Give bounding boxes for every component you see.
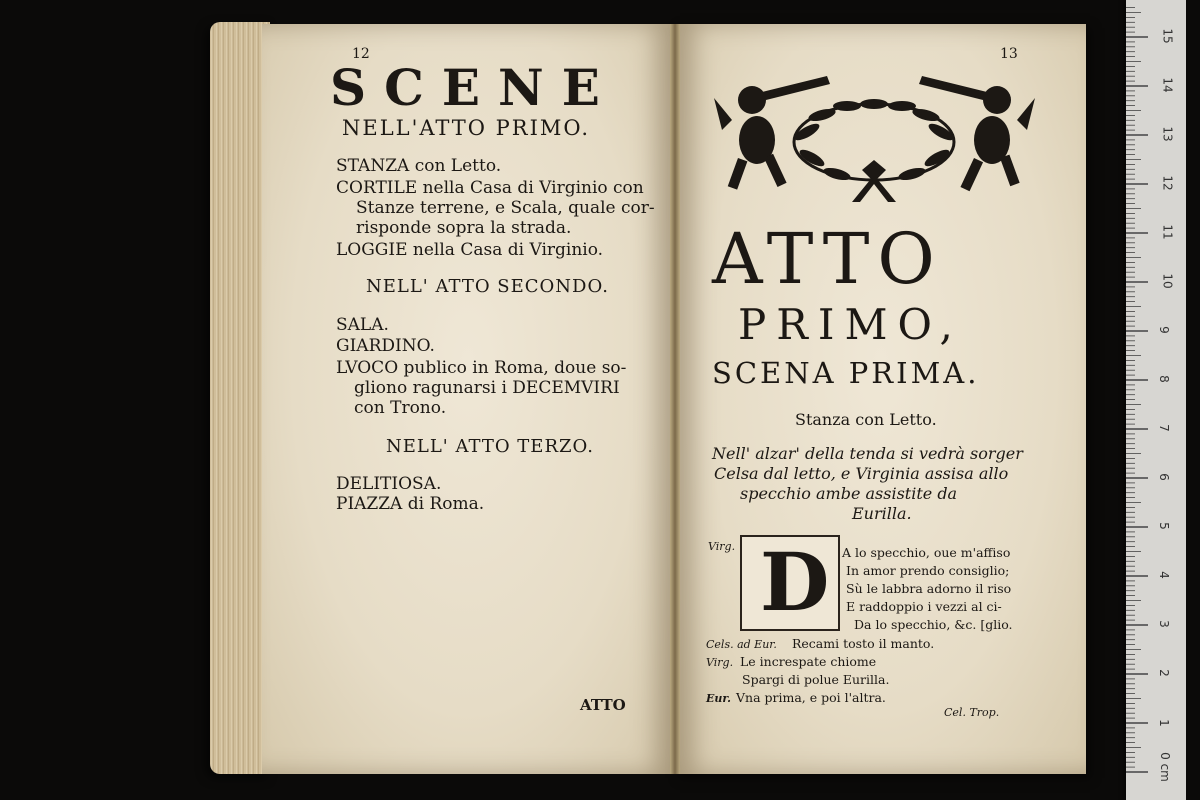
act2-heading: NELL' ATTO SECONDO. bbox=[366, 276, 609, 297]
speaker-label: Virg. bbox=[706, 656, 734, 669]
act3-entry: PIAZZA di Roma. bbox=[336, 494, 485, 514]
ruler-mark: 9 bbox=[1156, 326, 1171, 334]
ruler-mark: 4 bbox=[1156, 571, 1171, 579]
verse-line: Spargi di polue Eurilla. bbox=[742, 672, 890, 687]
act2-entry: GIARDINO. bbox=[336, 336, 435, 356]
measurement-ruler bbox=[1126, 0, 1186, 800]
act1-entry: Stanze terrene, e Scala, quale cor- bbox=[356, 198, 655, 218]
ruler-mark: 12 bbox=[1160, 175, 1175, 191]
ruler-unit-label: 0 cm bbox=[1157, 752, 1172, 782]
initial-letter: D bbox=[760, 535, 830, 629]
stage-direction-line: Nell' alzar' della tenda si vedrà sorger bbox=[712, 444, 1023, 463]
stage-direction-line: specchio ambe assistite da bbox=[740, 484, 958, 503]
act1-entry: STANZA con Letto. bbox=[336, 156, 502, 176]
ruler-ticks bbox=[1126, 0, 1186, 800]
act-heading: ATTO bbox=[712, 218, 943, 300]
left-catchword: ATTO bbox=[580, 696, 626, 714]
right-catchword: Cel. Trop. bbox=[944, 706, 1000, 719]
ruler-mark: 1 bbox=[1156, 719, 1171, 727]
verse-line: Recami tosto il manto. bbox=[792, 636, 935, 651]
act3-entry: DELITIOSA. bbox=[336, 474, 442, 494]
act2-entry: SALA. bbox=[336, 315, 389, 335]
verse-line: In amor prendo consiglio; bbox=[846, 563, 1010, 578]
act1-entry: LOGGIE nella Casa di Virginio. bbox=[336, 240, 604, 260]
act2-entry: gliono ragunarsi i DECEMVIRI bbox=[354, 378, 620, 398]
verse-line: Sù le labbra adorno il riso bbox=[846, 581, 1012, 596]
speaker-label: Cels. ad Eur. bbox=[706, 638, 777, 651]
ruler-mark: 15 bbox=[1160, 28, 1175, 44]
ruler-mark: 14 bbox=[1160, 77, 1175, 93]
act1-entry: risponde sopra la strada. bbox=[356, 218, 572, 238]
ruler-mark: 3 bbox=[1156, 620, 1171, 628]
verse-line: Vna prima, e poi l'altra. bbox=[736, 690, 886, 705]
ruler-mark: 5 bbox=[1156, 522, 1171, 530]
ruler-mark: 10 bbox=[1160, 273, 1175, 289]
stage-direction-line: Eurilla. bbox=[852, 504, 912, 523]
act-number-heading: PRIMO, bbox=[738, 300, 963, 349]
cherub-ornament bbox=[712, 70, 1037, 205]
act2-entry: LVOCO publico in Roma, doue so- bbox=[336, 358, 627, 378]
verse-line: Da lo specchio, &c. [glio. bbox=[854, 617, 1013, 632]
ruler-mark: 2 bbox=[1156, 669, 1171, 677]
act2-entry: con Trono. bbox=[354, 398, 447, 418]
verse-line: E raddoppio i vezzi al ci- bbox=[846, 599, 1002, 614]
ruler-mark: 13 bbox=[1160, 126, 1175, 142]
right-page-number: 13 bbox=[1000, 46, 1018, 62]
ruler-mark: 8 bbox=[1156, 375, 1171, 383]
ruler-mark: 6 bbox=[1156, 473, 1171, 481]
scene-setting: Stanza con Letto. bbox=[795, 410, 937, 429]
left-page-title: SCENE bbox=[330, 58, 618, 117]
speaker-label: Virg. bbox=[708, 540, 736, 553]
page-edges bbox=[210, 22, 270, 774]
stage-direction-line: Celsa dal letto, e Virginia assisa allo bbox=[714, 464, 1009, 483]
verse-line: Le increspate chiome bbox=[740, 654, 877, 669]
act1-entry: CORTILE nella Casa di Virginio con bbox=[336, 178, 644, 198]
speaker-label: Eur. bbox=[706, 692, 731, 705]
ruler-mark: 11 bbox=[1160, 224, 1175, 240]
decorated-initial bbox=[740, 535, 840, 631]
verse-line: A lo specchio, oue m'affiso bbox=[842, 545, 1011, 560]
scene-heading: SCENA PRIMA. bbox=[712, 356, 980, 390]
left-page-subtitle: NELL'ATTO PRIMO. bbox=[342, 116, 591, 140]
act3-heading: NELL' ATTO TERZO. bbox=[386, 436, 594, 457]
book-gutter bbox=[670, 24, 680, 774]
left-page-number: 12 bbox=[352, 46, 370, 62]
ruler-mark: 7 bbox=[1156, 424, 1171, 432]
